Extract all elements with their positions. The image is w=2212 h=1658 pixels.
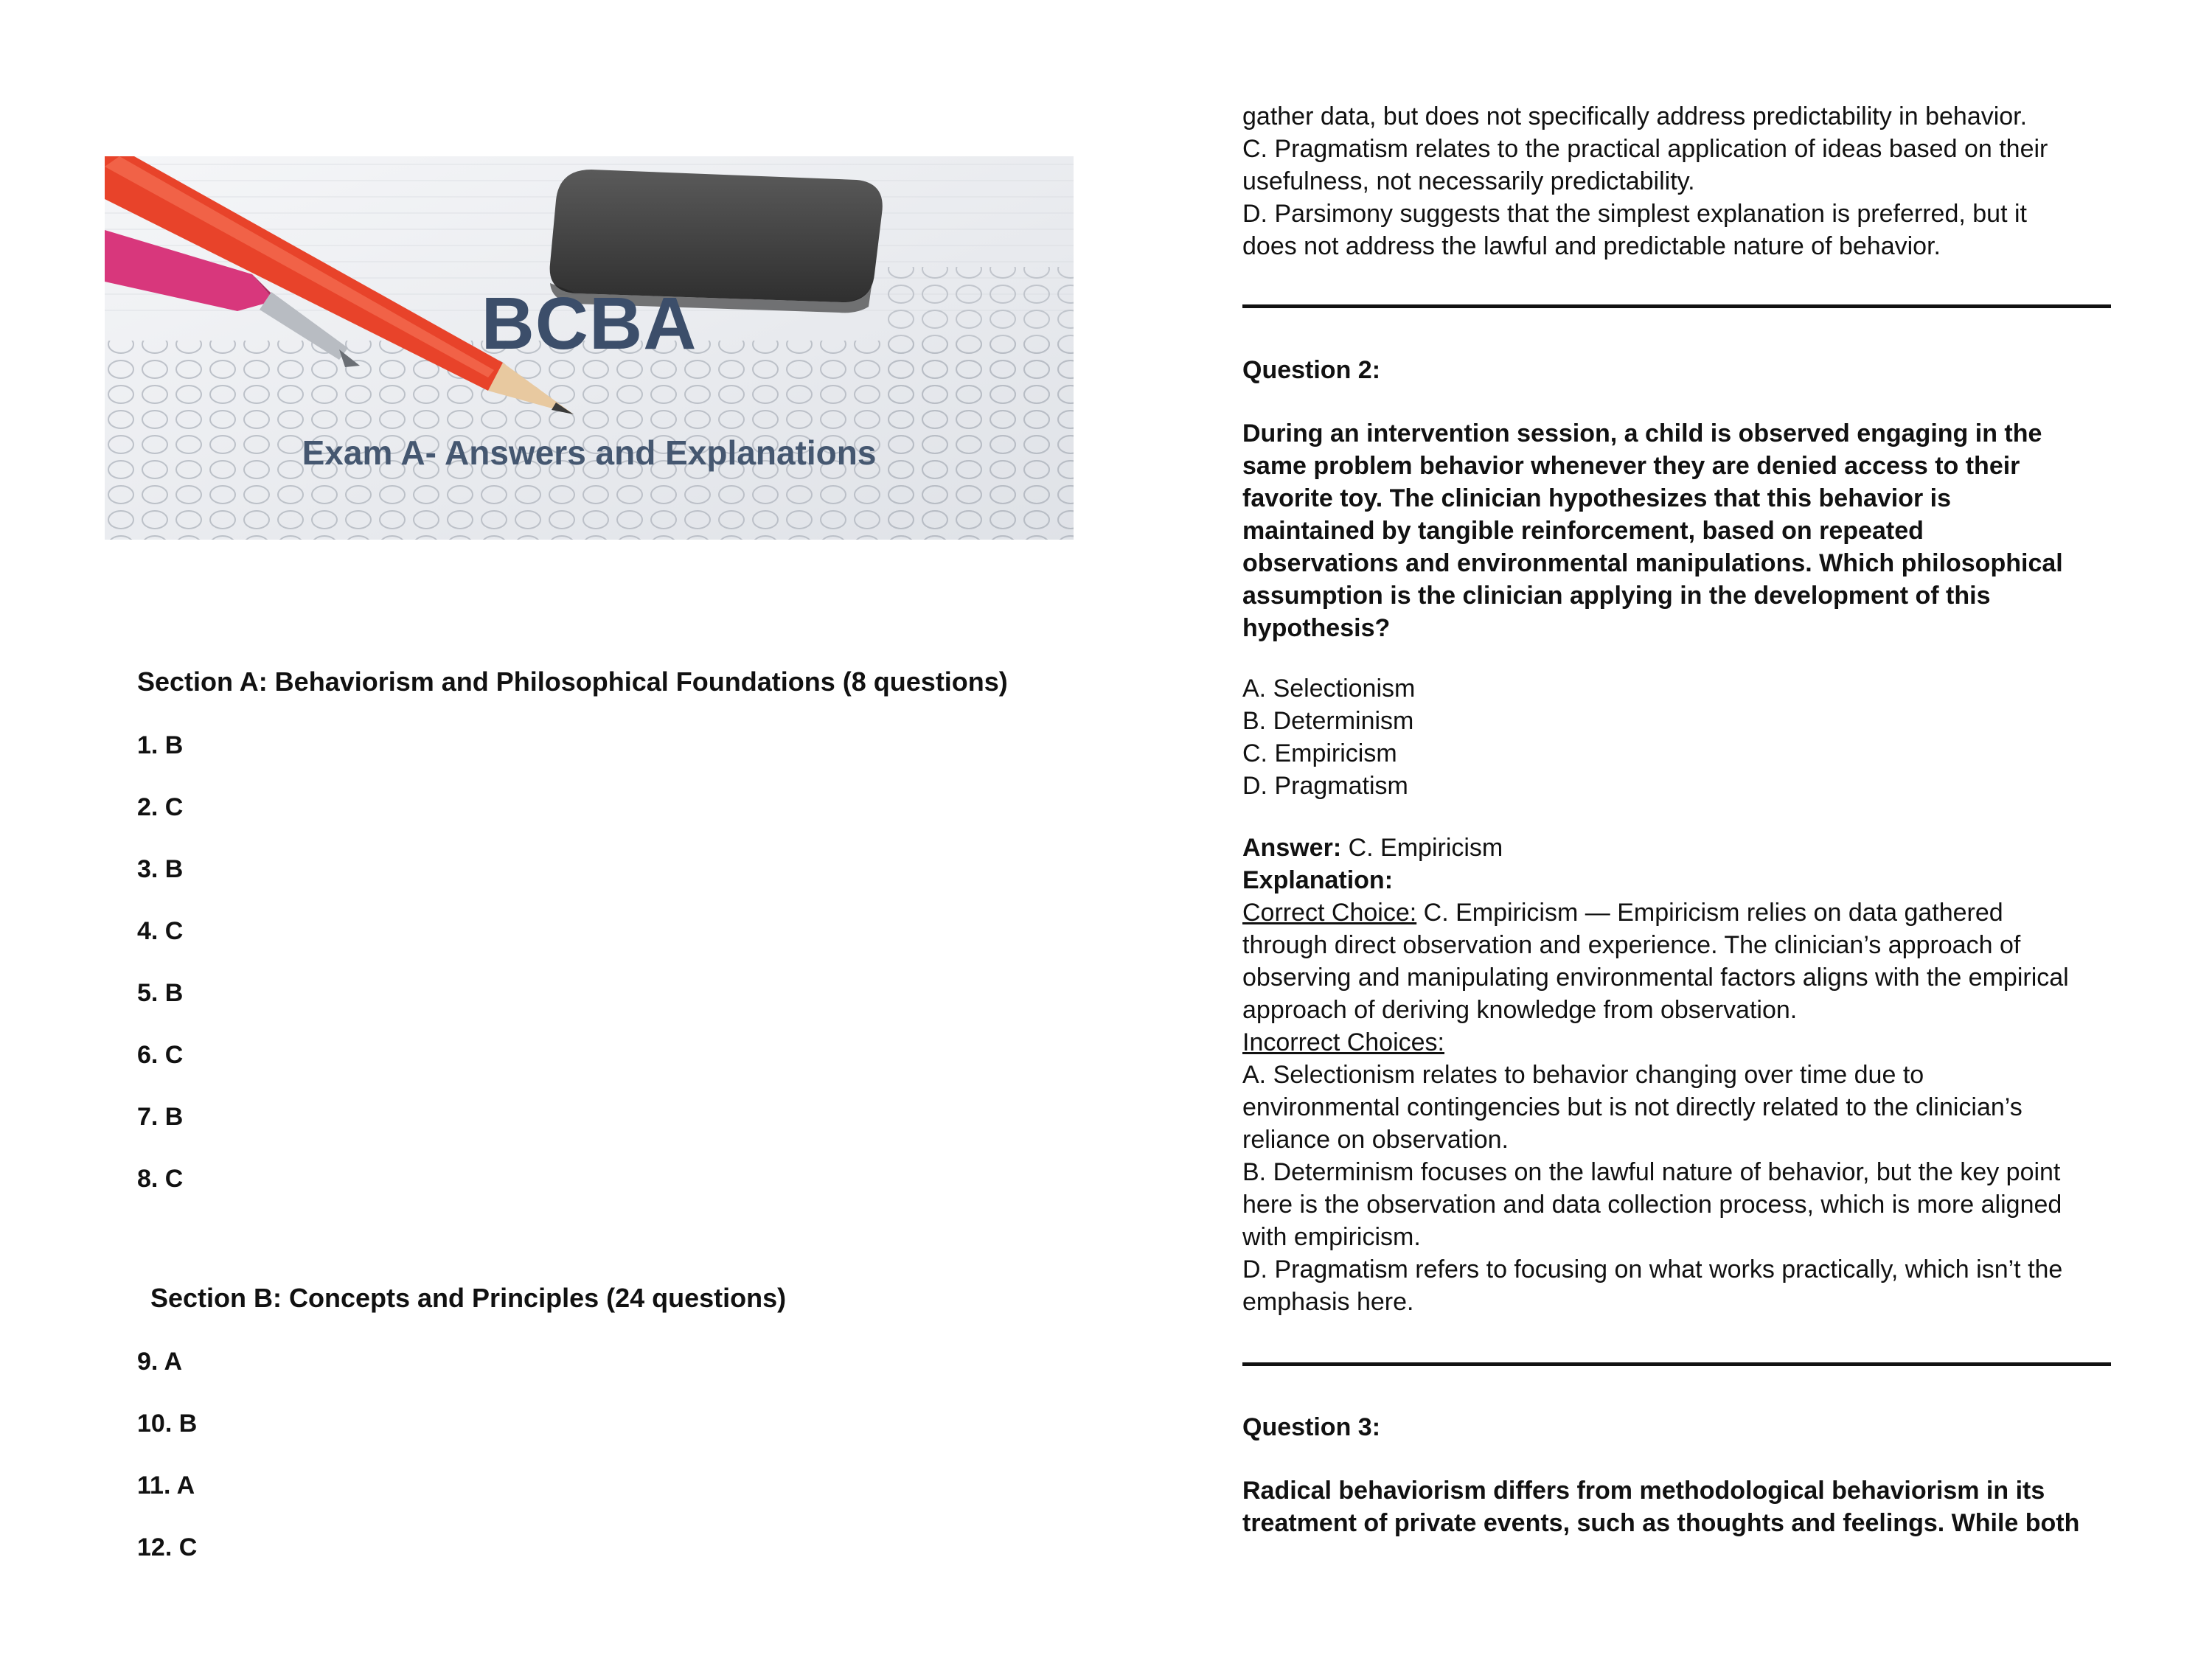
text-line: C. Pragmatism relates to the practical application of ideas based on their bbox=[1242, 135, 2048, 163]
answer-item: 4. C bbox=[137, 917, 184, 945]
answer-item: 7. B bbox=[137, 1103, 184, 1131]
text-line: emphasis here. bbox=[1242, 1288, 1414, 1316]
text-line: Radical behaviorism differs from methodological behaviorism in its bbox=[1242, 1477, 2045, 1505]
text-line: treatment of private events, such as thoughts and feelings. While both bbox=[1242, 1509, 2080, 1537]
section-a-answer-list bbox=[137, 730, 183, 1225]
text-line: maintained by tangible reinforcement, based on repeated bbox=[1242, 517, 1924, 545]
question-2-answer bbox=[1242, 832, 2127, 1318]
option-item: D. Pragmatism bbox=[1242, 772, 1408, 800]
divider bbox=[1242, 1362, 2111, 1366]
answer-item: 10. B bbox=[137, 1410, 198, 1438]
text-line: environmental contingencies but is not directly related to the clinician’s bbox=[1242, 1093, 2023, 1121]
section-a-heading: Section A: Behaviorism and Philosophical Foundations (8 questions) bbox=[137, 666, 1008, 697]
text-line: here is the observation and data collection process, which is more aligned bbox=[1242, 1191, 2062, 1219]
cover-title: BCBA bbox=[481, 282, 698, 365]
answer-value: C. Empiricism bbox=[1341, 834, 1503, 862]
text-line: D. Parsimony suggests that the simplest explanation is preferred, but it bbox=[1242, 200, 2027, 228]
option-item: B. Determinism bbox=[1242, 707, 1414, 735]
section-b-answer-list bbox=[137, 1346, 197, 1594]
answer-item: 12. C bbox=[137, 1533, 198, 1561]
question-1-continuation bbox=[1242, 100, 2127, 262]
text-line: same problem behavior whenever they are denied access to their bbox=[1242, 452, 2020, 480]
text-line: approach of deriving knowledge from observation. bbox=[1242, 996, 1798, 1024]
text-line: observing and manipulating environmental factors aligns with the empirical bbox=[1242, 964, 2069, 992]
section-b-heading: Section B: Concepts and Principles (24 questions) bbox=[150, 1283, 787, 1313]
text-line: B. Determinism focuses on the lawful nature of behavior, but the key point bbox=[1242, 1158, 2061, 1186]
answer-item: 3. B bbox=[137, 855, 184, 883]
cover-subtitle: Exam A- Answers and Explanations bbox=[302, 433, 877, 472]
answer-item: 1. B bbox=[137, 731, 184, 759]
text-line: observations and environmental manipulations. Which philosophical bbox=[1242, 549, 2063, 577]
answer-item: 11. A bbox=[137, 1471, 195, 1499]
text-line: favorite toy. The clinician hypothesizes that this behavior is bbox=[1242, 484, 1952, 512]
question-2-stem bbox=[1242, 417, 2127, 644]
text-line: assumption is the clinician applying in the development of this bbox=[1242, 582, 1991, 610]
text-line: A. Selectionism relates to behavior changing over time due to bbox=[1242, 1061, 1924, 1089]
correct-choice-label: Correct Choice: bbox=[1242, 899, 1417, 927]
option-item: C. Empiricism bbox=[1242, 739, 1397, 767]
answer-line bbox=[1242, 832, 2127, 864]
question-3-stem bbox=[1242, 1474, 2127, 1539]
text-line: hypothesis? bbox=[1242, 614, 1391, 642]
text-line: does not address the lawful and predictable nature of behavior. bbox=[1242, 232, 1941, 260]
correct-choice-text: C. Empiricism — Empiricism relies on data gathered bbox=[1416, 899, 2003, 927]
text-line: through direct observation and experience. The clinician’s approach of bbox=[1242, 931, 2021, 959]
text-line: gather data, but does not specifically address predictability in behavior. bbox=[1242, 102, 2028, 130]
answer-item: 8. C bbox=[137, 1165, 184, 1193]
incorrect-choices-label: Incorrect Choices: bbox=[1242, 1028, 1444, 1056]
cover-banner bbox=[105, 156, 1074, 540]
divider bbox=[1242, 304, 2111, 308]
option-item: A. Selectionism bbox=[1242, 675, 1416, 703]
answer-item: 6. C bbox=[137, 1041, 184, 1069]
question-2-options bbox=[1242, 672, 2127, 802]
correct-choice-line bbox=[1242, 896, 2127, 929]
question-3-label: Question 3: bbox=[1242, 1413, 1381, 1441]
answer-item: 2. C bbox=[137, 793, 184, 821]
answer-item: 5. B bbox=[137, 979, 184, 1007]
answer-item: 9. A bbox=[137, 1348, 183, 1376]
text-line: usefulness, not necessarily predictability. bbox=[1242, 167, 1695, 195]
question-2-label: Question 2: bbox=[1242, 356, 1381, 384]
text-line: During an intervention session, a child is observed engaging in the bbox=[1242, 419, 2042, 447]
text-line: D. Pragmatism refers to focusing on what works practically, which isn’t the bbox=[1242, 1255, 2063, 1283]
answer-label: Answer: bbox=[1242, 834, 1342, 862]
text-line: reliance on observation. bbox=[1242, 1126, 1509, 1154]
text-line: with empiricism. bbox=[1242, 1223, 1421, 1251]
explanation-label: Explanation: bbox=[1242, 866, 1394, 894]
